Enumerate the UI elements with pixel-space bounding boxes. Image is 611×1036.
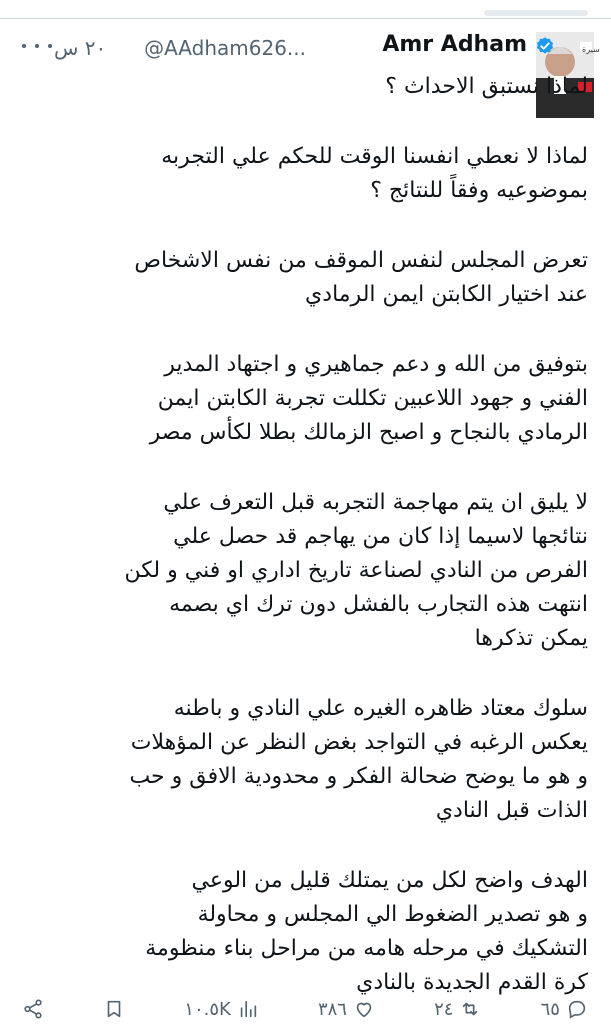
tweet-line: نتائجها لاسيما إذا كان من يهاجم قد حصل علي (173, 524, 588, 549)
tweet-line: الهدف واضح لكل من يمتلك قليل من الوعي (191, 868, 588, 893)
views-icon (237, 998, 259, 1020)
more-dot (22, 44, 26, 48)
share-button[interactable] (22, 998, 44, 1020)
tweet-line: و هو تصدير الضغوط الي المجلس و محاولة (197, 902, 588, 927)
tweet-paragraph (22, 70, 588, 104)
like-button[interactable] (318, 998, 375, 1020)
tweet-line: لماذا لا نعطي انفسنا الوقت للحكم علي التجربه (161, 144, 588, 169)
tweet-paragraph (22, 692, 588, 828)
svg-text:سيرة: سيرة (582, 45, 600, 54)
tweet-line: و هو ما يوضح ضحالة الفكر و محدودية الافق و حب (129, 764, 588, 789)
tweet-paragraph (22, 486, 588, 656)
tweet-line: بتوفيق من الله و دعم جماهيري و اجتهاد المدير (164, 352, 588, 377)
tweet-line: عند اختيار الكابتن ايمن الرمادي (305, 282, 588, 307)
more-dot (48, 44, 52, 48)
author-name[interactable]: Amr Adham (382, 32, 527, 57)
verified-badge-icon (535, 36, 555, 56)
tweet-header (0, 28, 611, 76)
tweet-line: الفني و جهود اللاعبين تكللت تجربة الكابتن ايمن (157, 386, 588, 411)
tweet-actions (22, 994, 588, 1024)
heart-icon (353, 998, 375, 1020)
scroll-indicator (484, 10, 588, 16)
retweet-count: ٢٤ (434, 998, 454, 1020)
tweet-line: الذات قبل النادي (435, 798, 588, 823)
reply-count: ٦٥ (540, 998, 560, 1020)
tweet-line: الرمادي بالنجاح و اصبح الزمالك بطلا لكأس مصر (149, 420, 588, 445)
like-count: ٣٨٦ (317, 998, 347, 1020)
views-button[interactable] (184, 998, 259, 1020)
tweet-line: التشكيك في مرحله هامه من مراحل بناء منظومة (145, 936, 588, 961)
retweet-button[interactable] (434, 998, 481, 1020)
tweet-paragraph (22, 244, 588, 312)
retweet-icon (459, 998, 481, 1020)
tweet-line: انتهت هذه التجارب بالفشل دون ترك اي بصمه (169, 592, 588, 617)
top-divider (0, 0, 611, 19)
tweet-line: لا يليق ان يتم مهاجمة التجربه قبل التعرف علي (163, 490, 588, 515)
tweet-line: لماذا نستبق الاحداث ؟ (385, 74, 588, 99)
tweet-line: يمكن تذكرها (474, 626, 588, 651)
bookmark-button[interactable] (103, 998, 125, 1020)
tweet-line: تعرض المجلس لنفس الموقف من نفس الاشخاص (134, 248, 588, 273)
tweet-paragraph (22, 140, 588, 208)
more-icon[interactable] (22, 34, 52, 58)
tweet-text (22, 70, 588, 1036)
reply-button[interactable] (541, 998, 588, 1020)
tweet-line: الفرص من النادي لصناعة تاريخ اداري او فني و لكن (124, 558, 588, 583)
reply-icon (566, 998, 588, 1020)
author-handle[interactable]: @AAdham626... (144, 36, 306, 60)
timestamp[interactable]: ٢٠ س (54, 36, 107, 60)
share-icon (22, 998, 44, 1020)
tweet-line: بموضوعيه وفقاً للنتائج ؟ (370, 178, 588, 203)
more-dot (35, 44, 39, 48)
tweet-paragraph (22, 348, 588, 450)
tweet-paragraph (22, 864, 588, 1000)
tweet-line: كرة القدم الجديدة بالنادي (356, 970, 588, 995)
bookmark-icon (103, 998, 125, 1020)
views-count: ١٠.٥K (184, 998, 231, 1020)
tweet-line: سلوك معتاد ظاهره الغيره علي النادي و باطنه (173, 696, 588, 721)
tweet-line: يعكس الرغبه في التواجد بغض النظر عن المؤهلات (130, 730, 588, 755)
